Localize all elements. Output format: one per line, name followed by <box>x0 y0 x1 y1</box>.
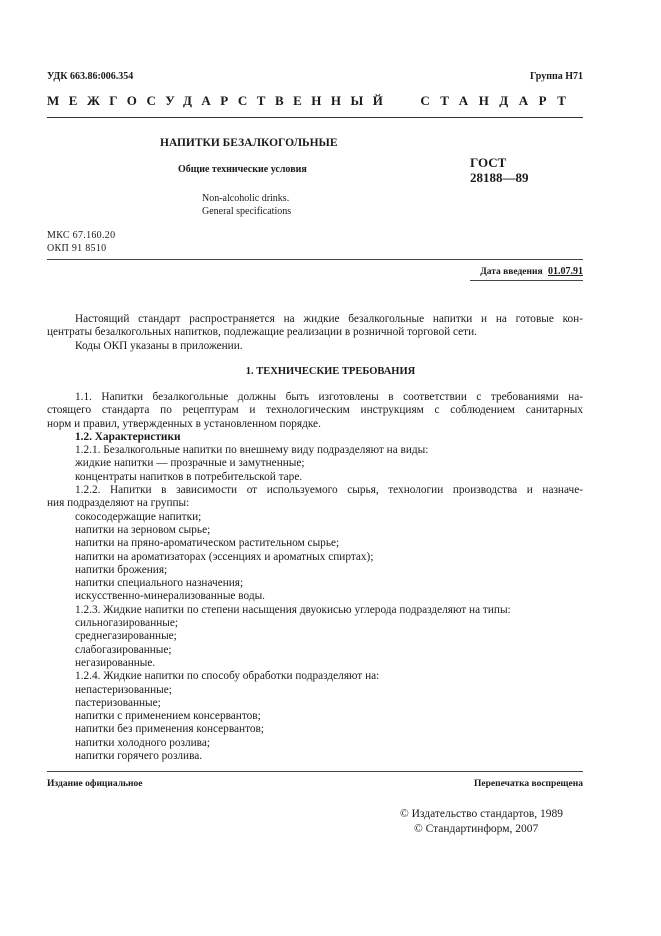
english-title-line-1: Non-alcoholic drinks. <box>202 193 290 204</box>
list-item: напитки на зерновом сырье; <box>75 523 211 536</box>
list-item: непастеризованные; <box>75 683 172 696</box>
list-item: напитки на ароматизаторах (эссенциях и ароматных спиртах); <box>75 550 374 563</box>
body-line: норм и правил, утвержденных в установленном порядке. <box>47 417 321 430</box>
okp-code: ОКП 91 8510 <box>47 243 107 254</box>
list-item: напитки на пряно-ароматическом растительном сырье; <box>75 537 340 550</box>
date-divider <box>470 280 583 281</box>
effective-date-label: Дата введения <box>480 267 543 277</box>
intro-line: Настоящий стандарт распространяется на жидкие безалкогольные напитки и на готовые кон- <box>75 313 583 325</box>
body-line: 1.2.3. Жидкие напитки по степени насыщения двуокисью углерода подразделяют на типы: <box>75 603 511 616</box>
list-item: искусственно-минерализованные воды. <box>75 590 265 603</box>
body-line: 1.2.2. Напитки в зависимости от используемого сырья, технологии производства и назначе- <box>75 484 583 497</box>
bottom-divider <box>47 771 583 772</box>
subsection-heading: 1.2. Характеристики <box>75 430 181 443</box>
list-item: пастеризованные; <box>75 696 161 709</box>
section-body <box>47 391 583 763</box>
list-item: напитки с применением консервантов; <box>75 710 261 723</box>
gost-label: ГОСТ <box>470 155 507 170</box>
list-item: напитки специального назначения; <box>75 577 244 590</box>
top-divider <box>47 117 583 118</box>
document-title: НАПИТКИ БЕЗАЛКОГОЛЬНЫЕ <box>160 137 338 149</box>
body-line: ния подразделяют на группы: <box>47 497 190 510</box>
list-item: сокосодержащие напитки; <box>75 510 202 523</box>
intro-line: Коды ОКП указаны в приложении. <box>75 339 243 352</box>
edition-note: Издание официальное <box>47 779 143 789</box>
list-item: сильногазированные; <box>75 617 179 630</box>
interstate-standard-banner <box>47 93 583 109</box>
list-item: среднегазированные; <box>75 630 177 643</box>
reprint-note: Перепечатка воспрещена <box>473 779 583 789</box>
mks-code: МКС 67.160.20 <box>47 230 116 241</box>
body-line: стоящего стандарта по рецептурам и технологическим инструкциям с соблюдением санитарных <box>47 404 583 417</box>
list-item: напитки холодного розлива; <box>75 736 211 749</box>
intro-line: центраты безалкогольных напитков, подлежащие реализации в розничной торговой сети. <box>47 326 477 339</box>
list-item: напитки брожения; <box>75 563 168 576</box>
effective-date-value: 01.07.91 <box>548 266 583 277</box>
section-heading: 1. ТЕХНИЧЕСКИЕ ТРЕБОВАНИЯ <box>245 366 416 377</box>
effective-date <box>480 266 583 277</box>
udk-code: УДК 663.86:006.354 <box>47 71 134 82</box>
body-line: 1.2.4. Жидкие напитки по способу обработки подразделяют на: <box>75 670 380 683</box>
body-line: 1.2.1. Безалкогольные напитки по внешнему виду подразделяют на виды: <box>75 444 429 457</box>
list-item: негазированные. <box>75 656 156 669</box>
gost-number: 28188—89 <box>470 170 529 185</box>
document-subtitle: Общие технические условия <box>178 164 307 175</box>
group-code: Группа Н71 <box>530 71 583 82</box>
list-item: напитки без применения консервантов; <box>75 723 264 736</box>
copyright-line-1: © Издательство стандартов, 1989 <box>400 808 564 820</box>
middle-divider <box>47 259 583 260</box>
banner-word-1: МЕЖГОСУДАРСТВЕННЫЙ <box>47 93 393 108</box>
copyright-line-2: © Стандартинформ, 2007 <box>414 823 539 835</box>
body-line: концентраты напитков в потребительской таре. <box>75 470 303 483</box>
list-item: слабогазированные; <box>75 643 172 656</box>
body-line: жидкие напитки — прозрачные и замутненные; <box>75 457 305 470</box>
english-title-line-2: General specifications <box>202 206 292 217</box>
list-item: напитки горячего розлива. <box>75 750 203 763</box>
body-line: 1.1. Напитки безалкогольные должны быть изготовлены в соответствии с требованиями на- <box>75 391 583 403</box>
banner-word-2: СТАНДАРТ <box>420 93 577 108</box>
intro-paragraph <box>47 313 583 353</box>
